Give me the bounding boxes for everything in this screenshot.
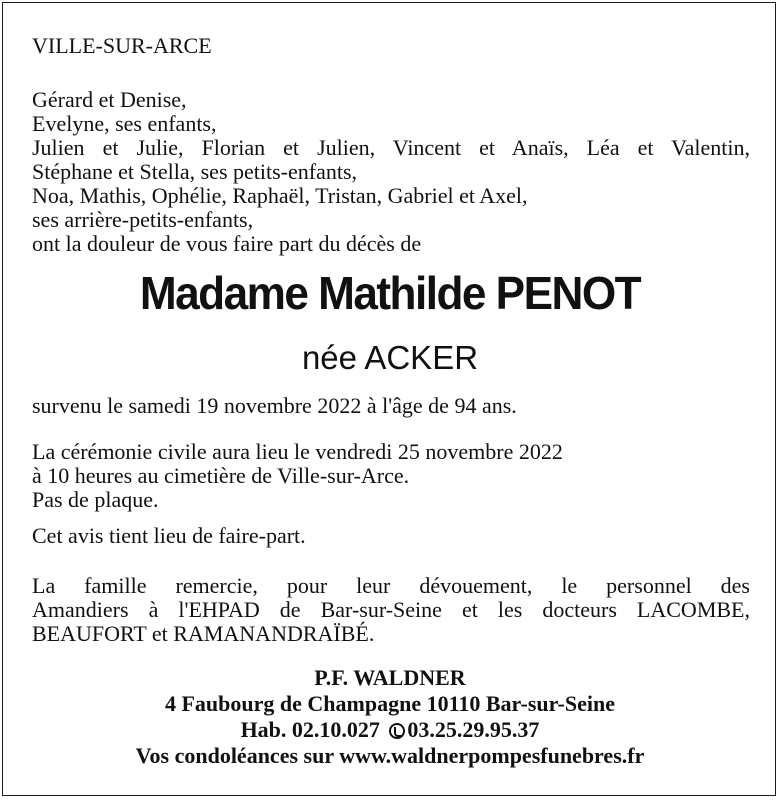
death-date: survenu le samedi 19 novembre 2022 à l'âge de 94 ans.	[32, 393, 517, 418]
thanks-line: La famille remercie, pour leur dévouement, le personnel des	[32, 573, 750, 598]
maiden-name: née ACKER	[301, 339, 479, 376]
phone-number: 03.25.29.95.37	[407, 717, 540, 742]
ceremony-line: La cérémonie civile aura lieu le vendredi 25 novembre 2022	[32, 439, 563, 464]
hab-number: Hab. 02.10.027	[240, 717, 380, 742]
family-line: Gérard et Denise,	[32, 87, 187, 112]
ceremony-line: Pas de plaque.	[32, 487, 159, 512]
family-line: ont la douleur de vous faire part du décès de	[32, 231, 422, 256]
phone-icon	[389, 723, 405, 739]
thanks-line: BEAUFORT et RAMANANDRAÏBÉ.	[32, 621, 375, 646]
funeral-home-name: P.F. WALDNER	[314, 665, 466, 690]
ceremony-line: à 10 heures au cimetière de Ville-sur-Arce.	[32, 463, 410, 488]
funeral-home-contact	[0, 718, 780, 742]
town-heading: VILLE-SUR-ARCE	[32, 33, 212, 58]
condolences-link[interactable]: Vos condoléances sur www.waldnerpompesfunebres.fr	[135, 743, 645, 768]
faire-part-notice: Cet avis tient lieu de faire-part.	[32, 523, 306, 548]
deceased-name: Madame Mathilde PENOT	[139, 267, 641, 319]
family-line: Noa, Mathis, Ophélie, Raphaël, Tristan, Gabriel et Axel,	[32, 183, 528, 208]
family-line: ses arrière-petits-enfants,	[32, 207, 254, 232]
funeral-home-address: 4 Faubourg de Champagne 10110 Bar-sur-Seine	[164, 691, 615, 716]
family-line: Stéphane et Stella, ses petits-enfants,	[32, 159, 358, 184]
family-line: Julien et Julie, Florian et Julien, Vincent et Anaïs, Léa et Valentin,	[32, 135, 750, 160]
thanks-line: Amandiers à l'EHPAD de Bar-sur-Seine et les docteurs LACOMBE,	[32, 597, 750, 622]
family-line: Evelyne, ses enfants,	[32, 111, 217, 136]
